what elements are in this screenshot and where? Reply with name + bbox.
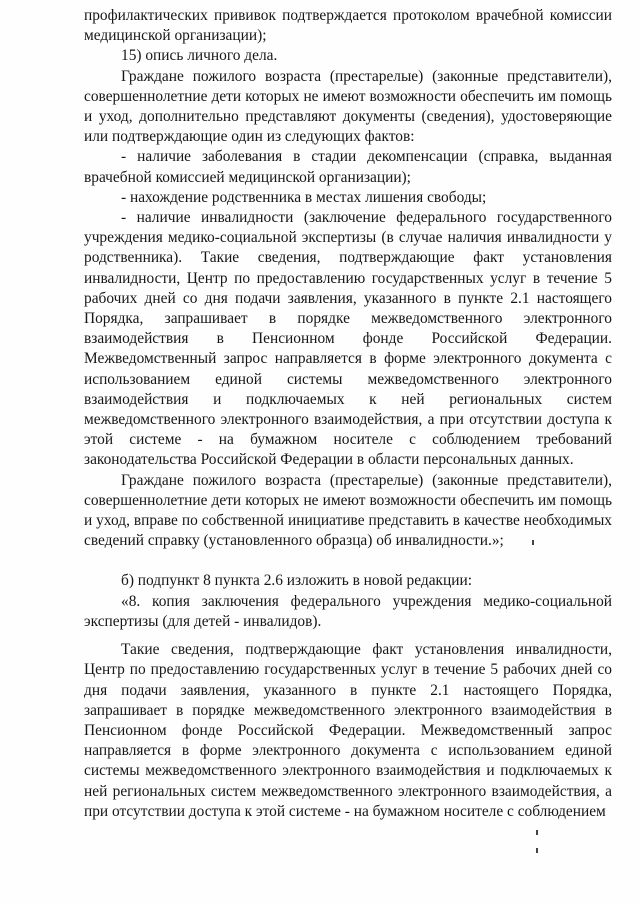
- list-item-decompensation: - наличие заболевания в стадии декомпенсации (справка, выданная врачебной комиссией медицинской организации);: [84, 148, 612, 186]
- paragraph-spacer-small: [84, 632, 612, 640]
- paragraph-inventory-item: 15) опись личного дела.: [121, 47, 278, 65]
- paragraph-item-8: «8. копия заключения федерального учреждения медико-социальной экспертизы (для детей - инвалидов).: [84, 592, 612, 630]
- paragraph-spacer: [84, 551, 612, 571]
- paragraph-disability-info: Такие сведения, подтверждающие факт установления инвалидности, Центр по предоставлению государственных услуг в течение 5 рабочих дней со дня подачи заявления, указанного в пункте 2.1 настоящего Порядка, запрашивает в порядке межведомственного электронного взаимодействия в Пенсионном фонде Российской Федерации. Межведомственный запрос направляется в форме электронного документа с использованием единой системы межведомственного электронного взаимодействия и подключаемых к ней региональных систем межведомственного электронного взаимодействия, а при отсутствии доступа к этой системе - на бумажном носителе с соблюдением: [84, 641, 612, 820]
- paragraph-vaccination-protocol: профилактических прививок подтверждается протоколом врачебной комиссии медицинской организации);: [84, 7, 612, 45]
- document-body: [84, 6, 612, 822]
- paragraph-own-initiative: Граждане пожилого возраста (престарелые) (законные представители), совершеннолетние дети которых не имеют возможности обеспечить им помощь и уход, вправе по собственной инициативе представить в качестве необходимых сведений справку (установленного образца) об инвалидности.»;: [84, 471, 612, 550]
- scan-speck: [532, 540, 534, 545]
- scan-speck: [536, 830, 538, 835]
- paragraph-elderly-citizens: Граждане пожилого возраста (престарелые) (законные представители), совершеннолетние дети которых не имеют возможности обеспечить им помощь и уход, дополнительно представляют документы (сведения), удостоверяющие или подтверждающие один из следующих фактов:: [84, 67, 612, 146]
- paragraph-subitem-b: б) подпункт 8 пункта 2.6 изложить в новой редакции:: [121, 572, 473, 590]
- list-item-imprisonment: - нахождение родственника в местах лишения свободы;: [121, 188, 487, 206]
- scan-speck: [536, 848, 538, 853]
- list-item-disability: - наличие инвалидности (заключение федерального государственного учреждения медико-социальной экспертизы (в случае наличия инвалидности у родственника). Такие сведения, подтверждающие факт установления инвалидности, Центр по предоставлению государственных услуг в течение 5 рабочих дней со дня подачи заявления, указанного в пункте 2.1 настоящего Порядка, запрашивает в порядке межведомственного электронного взаимодействия в Пенсионном фонде Российской Федерации. Межведомственный запрос направляется в форме электронного документа с использованием единой системы межведомственного электронного взаимодействия и подключаемых к ней региональных систем межведомственного электронного взаимодействия, а при отсутствии доступа к этой системе - на бумажном носителе с соблюдением требований законодательства Российской Федерации в области персональных данных.: [84, 209, 612, 469]
